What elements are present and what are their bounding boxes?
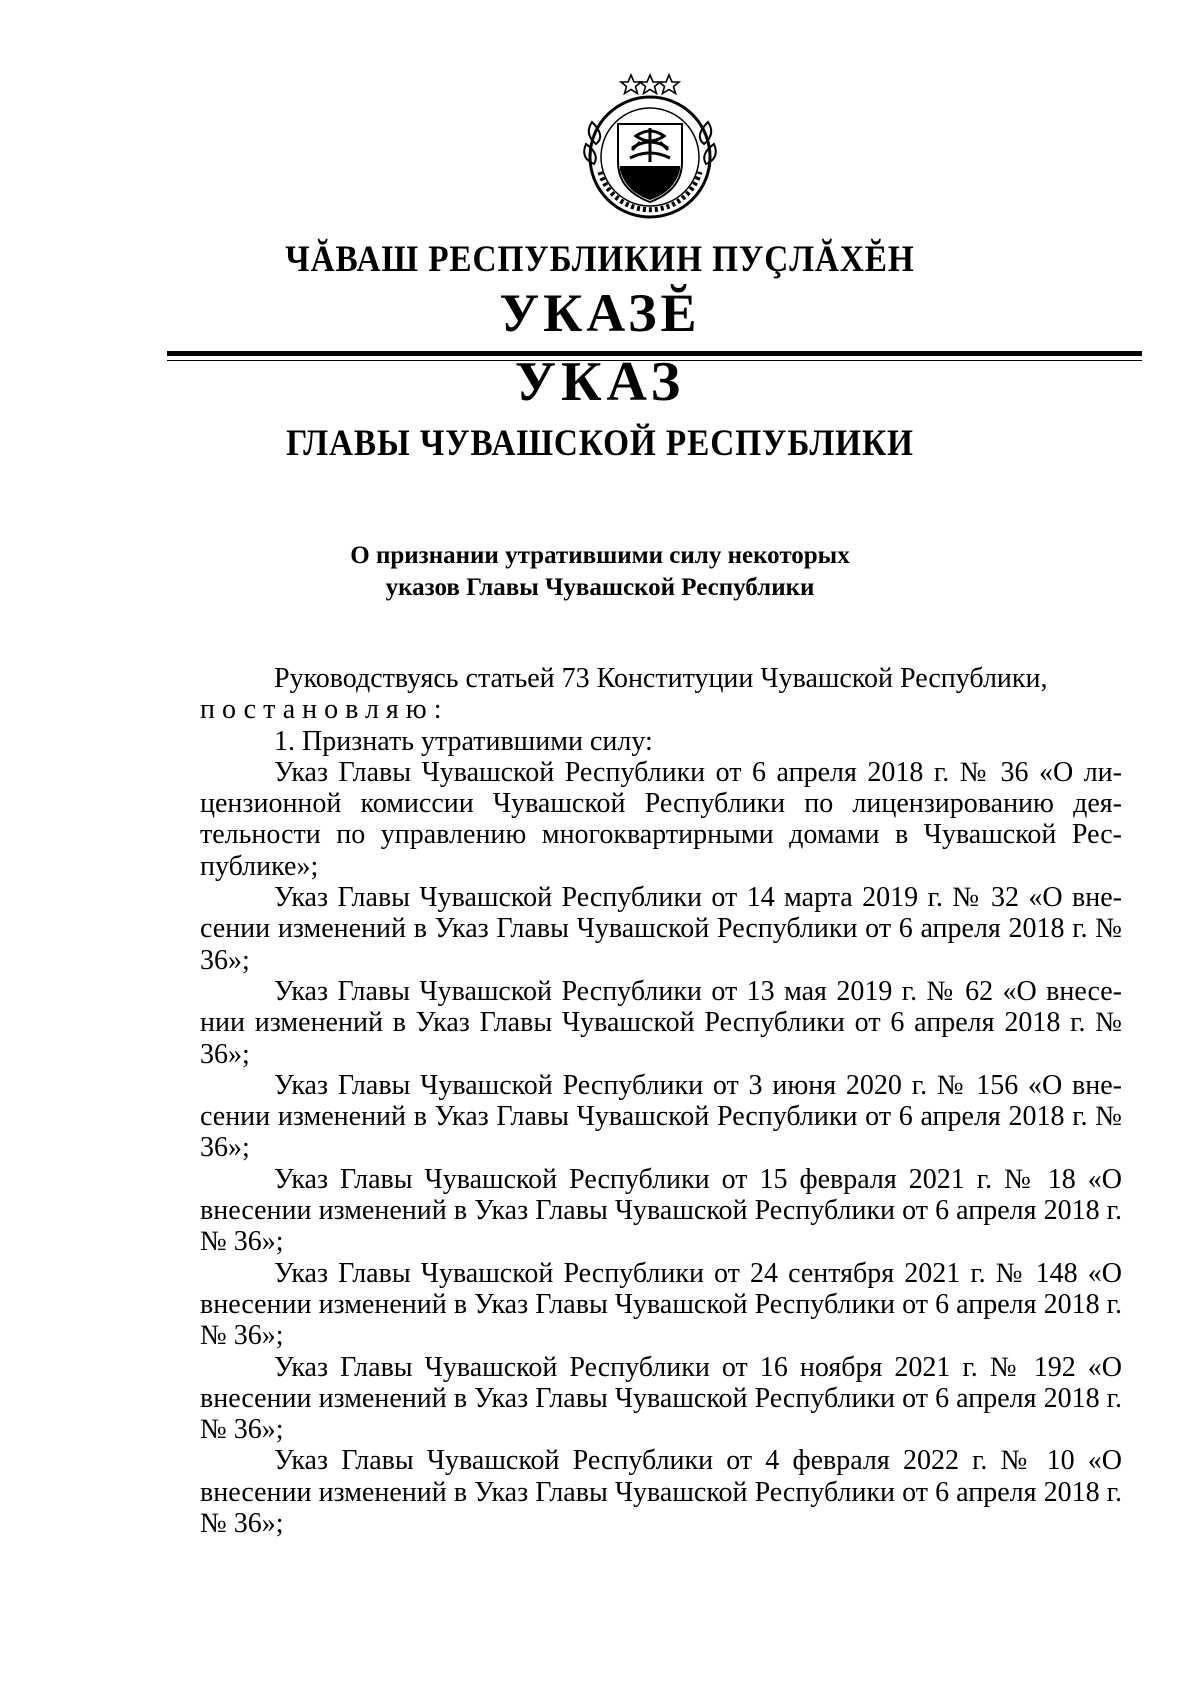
repealed-decree-item: Указ Главы Чувашской Республики от 14 марта 2019 г. № 32 «О внесении изменений в Указ Главы Чувашской Республики от 6 апреля 2018 г. № 36»; [200,882,1122,976]
chuvash-decree-word: УКАЗĔ [499,283,701,343]
russian-decree-word: УКАЗ [514,351,686,413]
repealed-decree-item: Указ Главы Чувашской Республики от 16 ноября 2021 г. № 192 «О внесении изменений в Указ Главы Чувашской Республики от 6 апреля 2018 г. № 36»; [200,1351,1122,1446]
resolve-word: постановляю: [200,694,449,726]
decree-body [200,663,1122,1539]
repealed-decree-item: Указ Главы Чувашской Республики от 24 сентября 2021 г. № 148 «О внесении изменений в Указ Главы Чувашской Республики от 6 апреля 2018 г. № 36»; [200,1257,1122,1352]
repealed-decree-item: Указ Главы Чувашской Республики от 3 июня 2020 г. № 156 «О внесении изменений в Указ Главы Чувашской Республики от 6 апреля 2018 г. № 36»; [200,1069,1122,1164]
repealed-decree-item: Указ Главы Чувашской Республики от 13 мая 2019 г. № 62 «О внесении изменений в Указ Главы Чувашской Республики от 6 апреля 2018 г. № 36»; [200,975,1122,1070]
decree-subject [300,540,900,604]
chuvash-coat-of-arms-icon [570,62,730,222]
intro-paragraph: Руководствуясь статьей 73 Конституции Чувашской Республики, [274,663,1048,694]
item-1-paragraph: 1. Признать утратившими силу: [274,725,653,757]
repealed-decree-item: Указ Главы Чувашской Республики от 15 февраля 2021 г. № 18 «О внесении изменений в Указ Главы Чувашской Республики от 6 апреля 2018 г. № 36»; [200,1163,1122,1258]
repealed-decree-item: Указ Главы Чувашской Республики от 4 февраля 2022 г. № 10 «О внесении изменений в Указ Главы Чувашской Республики от 6 апреля 2018 г. № 36»; [200,1445,1122,1540]
chuvash-authority-title: ЧĂВАШ РЕСПУБЛИКИН ПУÇЛĂХĔН [285,239,915,280]
russian-authority-title: ГЛАВЫ ЧУВАШСКОЙ РЕСПУБЛИКИ [286,423,914,464]
subject-line-1: О признании утратившими силу некоторых [350,542,850,569]
repealed-decree-item: Указ Главы Чувашской Республики от 6 апреля 2018 г. № 36 «О лицензионной комиссии Чувашской Республики по лицензированию деятельности по управлению многоквартирными домами в Чувашской Республике»; [200,756,1122,882]
subject-line-2: указов Главы Чувашской Республики [385,574,815,601]
